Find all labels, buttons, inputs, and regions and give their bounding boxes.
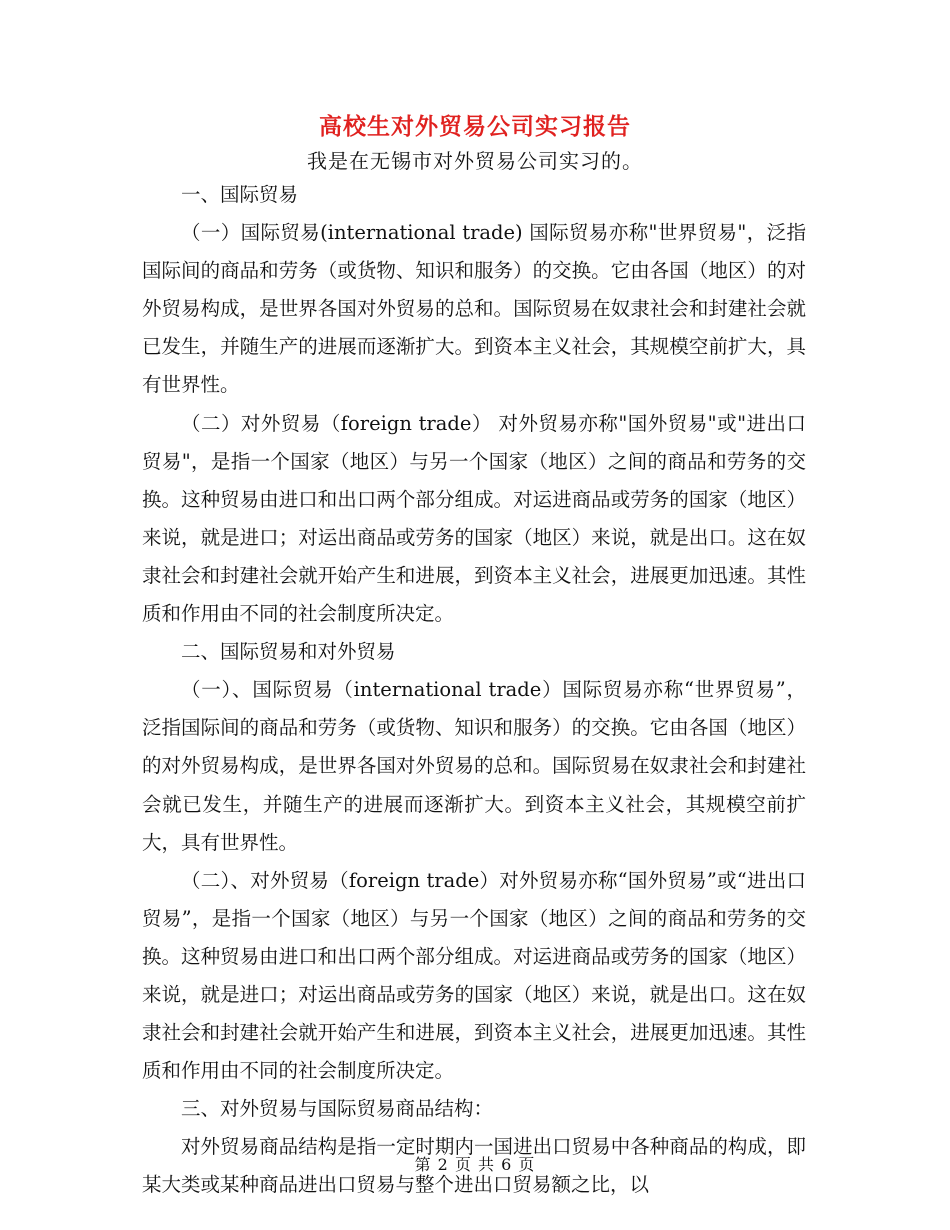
paragraph: （二）对外贸易（foreign trade） 对外贸易亦称"国外贸易"或"进出口贸易"，是指一个国家（地区）与另一个国家（地区）之间的商品和劳务的交换。这种贸易由进口和出口两个部分组成。对运进商品或劳务的国家（地区）来说，就是进口；对运出商品或劳务的国家（地区）来说，就是出口。这在奴隶社会和封建社会就开始产生和进展，到资本主义社会，进展更加迅速。其性质和作用由不同的社会制度所决定。 <box>142 411 806 626</box>
section-heading-2: 二、国际贸易和对外贸易 <box>181 640 396 664</box>
paragraph: 对外贸易商品结构是指一定时期内一国进出口贸易中各种商品的构成，即某大类或某种商品进出口贸易与整个进出口贸易额之比，以 <box>142 1135 806 1197</box>
document-title: 高校生对外贸易公司实习报告 <box>319 113 631 140</box>
paragraph: （一）、国际贸易（international trade）国际贸易亦称“世界贸易”，泛指国际间的商品和劳务（或货物、知识和服务）的交换。它由各国（地区）的对外贸易构成，是世界各国对外贸易的总和。国际贸易在奴隶社会和封建社会就已发生，并随生产的进展而逐渐扩大。到资本主义社会，其规模空前扩大，具有世界性。 <box>142 678 806 854</box>
page-number-footer: 第 2 页 共 6 页 <box>414 1155 536 1174</box>
section-heading-1: 一、国际贸易 <box>181 183 299 206</box>
paragraph: （一）国际贸易(international trade) 国际贸易亦称"世界贸易"，泛指国际间的商品和劳务（或货物、知识和服务）的交换。它由各国（地区）的对外贸易构成，是世界各国对外贸易的总和。国际贸易在奴隶社会和封建社会就已发生，并随生产的进展而逐渐扩大。到资本主义社会，其规模空前扩大，具有世界性。 <box>142 221 806 397</box>
document-subtitle: 我是在无锡市对外贸易公司实习的。 <box>307 149 643 173</box>
document-body <box>142 176 806 1205</box>
section-heading-3: 三、对外贸易与国际贸易商品结构： <box>181 1097 494 1121</box>
paragraph: （二）、对外贸易（foreign trade）对外贸易亦称“国外贸易”或“进出口贸易”，是指一个国家（地区）与另一个国家（地区）之间的商品和劳务的交换。这种贸易由进口和出口两个部分组成。对运进商品或劳务的国家（地区）来说，就是进口；对运出商品或劳务的国家（地区）来说，就是出口。这在奴隶社会和封建社会就开始产生和进展，到资本主义社会，进展更加迅速。其性质和作用由不同的社会制度所决定。 <box>142 868 806 1083</box>
